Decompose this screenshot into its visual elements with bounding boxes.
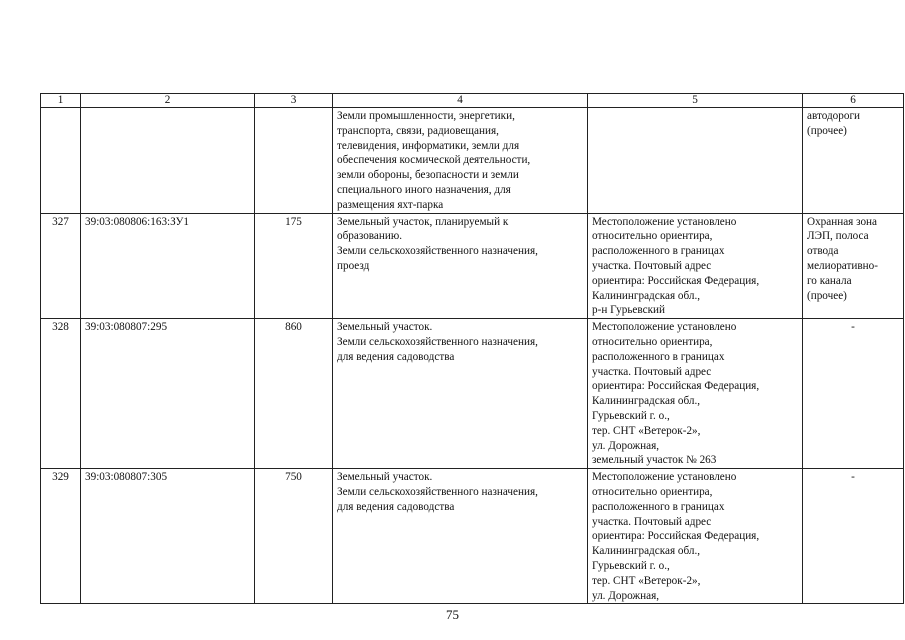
continuation-location-cell — [588, 108, 803, 214]
table-row — [41, 469, 904, 604]
table-row — [41, 319, 904, 469]
cont-note-line: (прочее) — [807, 124, 847, 137]
desc-line: для ведения садоводства — [337, 350, 455, 363]
loc-line: расположенного в границах — [592, 350, 725, 363]
desc-line: Земельный участок. — [337, 321, 433, 334]
col-header-2: 2 — [81, 94, 255, 108]
cont-desc-line: земли обороны, безопасности и земли — [337, 169, 519, 182]
plot-note — [803, 469, 904, 604]
desc-line: проезд — [337, 259, 370, 272]
cont-desc-line: транспорта, связи, радиовещания, — [337, 124, 499, 137]
note-line: (прочее) — [807, 289, 847, 302]
plot-location — [588, 213, 803, 319]
loc-line: ул. Дорожная, — [592, 439, 660, 452]
plot-area: 860 — [255, 319, 333, 469]
plot-note — [803, 319, 904, 469]
cont-desc-line: размещения яхт-парка — [337, 198, 444, 211]
table-row — [41, 213, 904, 319]
cont-desc-line: телевидения, информатики, земли для — [337, 139, 520, 152]
cont-note-line: автодороги — [807, 110, 861, 122]
continuation-cadastral-cell — [81, 108, 255, 214]
col-header-6: 6 — [803, 94, 904, 108]
plot-area: 750 — [255, 469, 333, 604]
note-line: отвода — [807, 245, 839, 258]
desc-line: для ведения садоводства — [337, 500, 455, 513]
plot-description — [333, 319, 588, 469]
loc-line: Местоположение установлено — [592, 321, 737, 334]
plot-description — [333, 469, 588, 604]
loc-line: Местоположение установлено — [592, 471, 737, 484]
note-line: ЛЭП, полоса — [807, 230, 869, 243]
loc-line: относительно ориентира, — [592, 485, 713, 498]
desc-line: образованию. — [337, 230, 403, 243]
continuation-area-cell — [255, 108, 333, 214]
plot-note — [803, 213, 904, 319]
desc-line: Земли сельскохозяйственного назначения, — [337, 335, 538, 348]
loc-line: ориентира: Российская Федерация, — [592, 274, 760, 287]
loc-line: ориентира: Российская Федерация, — [592, 530, 760, 543]
continuation-note-cell — [803, 108, 904, 214]
desc-line: Земли сельскохозяйственного назначения, — [337, 485, 538, 498]
plot-description — [333, 213, 588, 319]
loc-line: Калининградская обл., — [592, 545, 701, 558]
loc-line: участка. Почтовый адрес — [592, 365, 712, 378]
col-header-3: 3 — [255, 94, 333, 108]
cadastral-number: 39:03:080807:295 — [81, 319, 255, 469]
page-number: 75 — [446, 607, 459, 622]
continuation-num-cell — [41, 108, 81, 214]
loc-line: ул. Дорожная, — [592, 589, 660, 602]
loc-line: р-н Гурьевский — [592, 304, 665, 317]
loc-line: Местоположение установлено — [592, 215, 737, 228]
loc-line: участка. Почтовый адрес — [592, 259, 712, 272]
loc-line: тер. СНТ «Ветерок-2», — [592, 424, 701, 437]
continuation-row — [41, 108, 904, 214]
desc-line: Земельный участок. — [337, 471, 433, 484]
note-line: го канала — [807, 274, 852, 287]
land-plots-table — [40, 93, 904, 604]
header-row — [41, 94, 904, 108]
loc-line: Калининградская обл., — [592, 395, 701, 408]
loc-line: относительно ориентира, — [592, 335, 713, 348]
loc-line: расположенного в границах — [592, 500, 725, 513]
note-line: мелиоративно- — [807, 259, 878, 272]
plot-area: 175 — [255, 213, 333, 319]
note-line: Охранная зона — [807, 215, 878, 228]
cadastral-number: 39:03:080807:305 — [81, 469, 255, 604]
loc-line: Гурьевский г. о., — [592, 559, 670, 572]
cont-desc-line: специального иного назначения, для — [337, 183, 511, 196]
loc-line: Гурьевский г. о., — [592, 409, 670, 422]
cadastral-number: 39:03:080806:163:ЗУ1 — [81, 213, 255, 319]
col-header-1: 1 — [41, 94, 81, 108]
note-line: - — [851, 321, 855, 334]
loc-line: расположенного в границах — [592, 245, 725, 258]
desc-line: Земельный участок, планируемый к — [337, 215, 509, 228]
plot-location — [588, 319, 803, 469]
loc-line: Калининградская обл., — [592, 289, 701, 302]
note-line: - — [851, 471, 855, 484]
row-number: 329 — [41, 469, 81, 604]
loc-line: земельный участок № 263 — [592, 454, 717, 467]
cont-desc-line: Земли промышленности, энергетики, — [337, 110, 515, 122]
plot-location — [588, 469, 803, 604]
loc-line: тер. СНТ «Ветерок-2», — [592, 574, 701, 587]
continuation-category-cell — [333, 108, 588, 214]
loc-line: относительно ориентира, — [592, 230, 713, 243]
cont-desc-line: обеспечения космической деятельности, — [337, 154, 531, 167]
row-number: 327 — [41, 213, 81, 319]
loc-line: участка. Почтовый адрес — [592, 515, 712, 528]
row-number: 328 — [41, 319, 81, 469]
col-header-4: 4 — [333, 94, 588, 108]
desc-line: Земли сельскохозяйственного назначения, — [337, 245, 538, 258]
col-header-5: 5 — [588, 94, 803, 108]
loc-line: ориентира: Российская Федерация, — [592, 380, 760, 393]
